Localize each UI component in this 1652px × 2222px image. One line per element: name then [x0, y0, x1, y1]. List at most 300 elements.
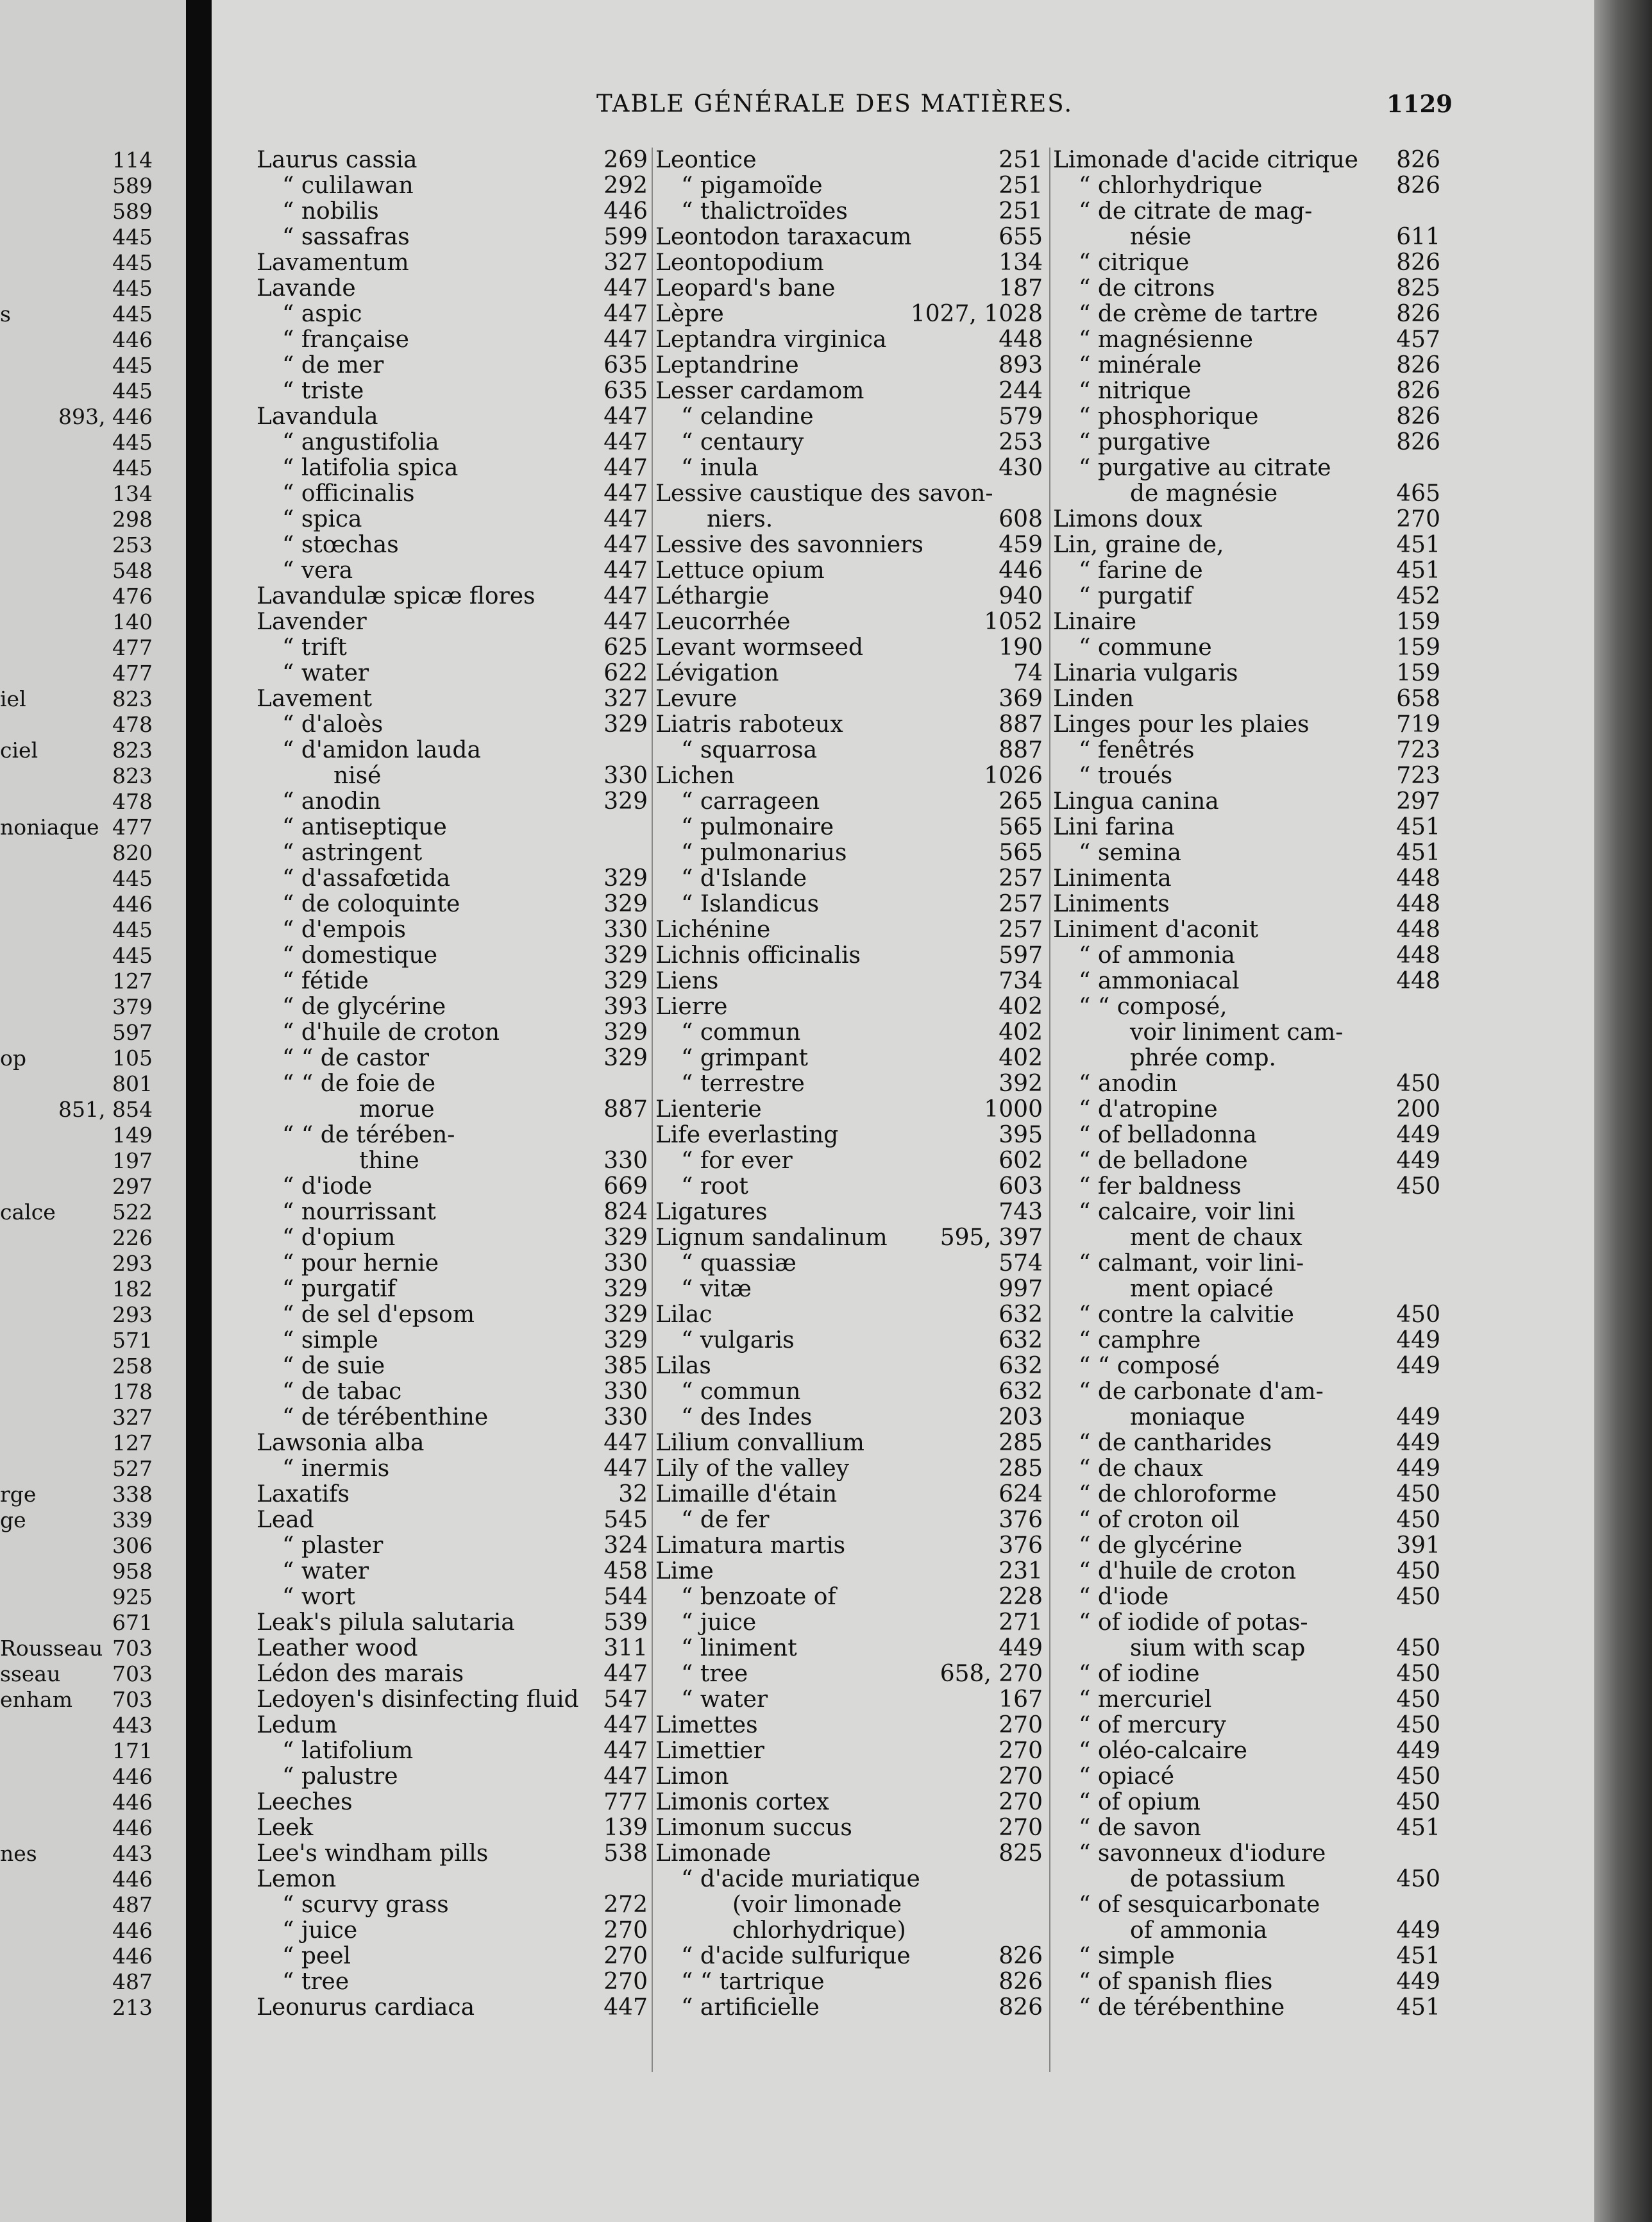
entry-page-ref: 270	[603, 1917, 648, 1944]
fragment-entry	[0, 1918, 159, 1944]
entry-page-ref: 595, 397	[940, 1225, 1043, 1251]
entry-term: “ anodin	[1079, 1071, 1177, 1097]
previous-page-fragment	[0, 0, 186, 2222]
entry-term: Linaria vulgaris	[1053, 660, 1238, 686]
entry-term: “ triste	[282, 378, 364, 404]
index-entry	[257, 1764, 648, 1790]
index-entry	[655, 1841, 1043, 1867]
fragment-entry	[0, 1533, 159, 1559]
entry-page-ref: 825	[999, 1840, 1043, 1867]
index-entry	[655, 1174, 1043, 1200]
entry-term: Lilas	[655, 1353, 711, 1379]
index-entry	[1053, 1969, 1440, 1995]
entry-term: “ simple	[1079, 1943, 1175, 1969]
entry-page-ref: 826	[1396, 352, 1440, 378]
index-entry	[257, 301, 648, 327]
index-column-3	[1053, 148, 1440, 2072]
index-entry	[1053, 1456, 1440, 1482]
index-entry	[1053, 1584, 1440, 1610]
fragment-page-ref: 445	[112, 378, 153, 403]
entry-term: “ d'iode	[282, 1173, 373, 1200]
index-column-2	[655, 148, 1043, 2072]
fragment-page-ref: 445	[112, 353, 153, 378]
index-entry	[257, 1123, 648, 1148]
entry-page-ref: 449	[1396, 1455, 1440, 1482]
index-entry	[655, 1944, 1043, 1969]
fragment-entry	[0, 1405, 159, 1430]
entry-page-ref: 448	[999, 327, 1043, 353]
entry-term: Lignum sandalinum	[655, 1225, 888, 1251]
entry-term: “ officinalis	[282, 480, 415, 507]
entry-term: “ d'aloès	[282, 711, 384, 738]
entry-page-ref: 450	[1396, 1558, 1440, 1584]
entry-page-ref: 448	[1396, 917, 1440, 943]
fragment-page-ref: 171	[112, 1738, 153, 1763]
entry-page-ref: 265	[999, 788, 1043, 815]
entry-term: Laxatifs	[257, 1481, 350, 1507]
index-entry	[655, 1456, 1043, 1482]
index-entry	[1053, 276, 1440, 301]
index-entry	[655, 738, 1043, 763]
fragment-page-ref: 851, 854	[58, 1097, 153, 1122]
index-entry	[257, 1584, 648, 1610]
entry-term: “ spica	[282, 506, 362, 532]
entry-term: “ tree	[282, 1969, 350, 1995]
entry-term: Leopard's bane	[655, 275, 836, 301]
entry-page-ref: 669	[603, 1173, 648, 1200]
index-entry	[1053, 1738, 1440, 1764]
fragment-entry	[0, 661, 159, 686]
index-entry	[257, 1097, 648, 1123]
fragment-page-ref: 703	[112, 1687, 153, 1712]
entry-term: “ scurvy grass	[282, 1892, 449, 1918]
entry-term: Ligatures	[655, 1199, 768, 1225]
fragment-term: sseau	[0, 1661, 61, 1686]
fragment-page-ref: 379	[112, 994, 153, 1019]
index-entry	[655, 532, 1043, 558]
entry-page-ref: 597	[999, 942, 1043, 969]
entry-page-ref: 376	[999, 1532, 1043, 1559]
entry-term: “ de carbonate d'am-	[1079, 1378, 1324, 1405]
entry-page-ref: 447	[603, 327, 648, 353]
entry-page-ref: 635	[603, 352, 648, 378]
entry-page-ref: 824	[603, 1199, 648, 1225]
fragment-page-ref: 958	[112, 1559, 153, 1584]
entry-page-ref: 402	[999, 994, 1043, 1020]
index-page	[212, 0, 1594, 2222]
entry-term: Lavender	[257, 609, 367, 635]
entry-page-ref: 270	[999, 1712, 1043, 1738]
entry-page-ref: 826	[1396, 173, 1440, 199]
entry-page-ref: 449	[1396, 1327, 1440, 1353]
index-entry	[655, 199, 1043, 225]
index-entry	[1053, 815, 1440, 840]
entry-term: Ledum	[257, 1712, 337, 1738]
fragment-entry	[0, 276, 159, 301]
index-entry	[257, 1174, 648, 1200]
entry-term: Leonurus cardiaca	[257, 1994, 475, 2021]
index-entry	[1053, 840, 1440, 866]
entry-term: “ antiseptique	[282, 814, 447, 840]
entry-page-ref: 292	[603, 173, 648, 199]
entry-page-ref: 167	[999, 1686, 1043, 1713]
index-entry	[257, 1559, 648, 1584]
entry-term: niers.	[707, 506, 773, 532]
fragment-entry	[0, 1174, 159, 1200]
entry-term: “ d'amidon lauda	[282, 737, 481, 763]
index-entry	[655, 1661, 1043, 1687]
entry-page-ref: 330	[603, 917, 648, 943]
index-entry	[1053, 609, 1440, 635]
index-entry	[655, 1918, 1043, 1944]
fragment-entry	[0, 353, 159, 378]
entry-term: “ phosphorique	[1079, 403, 1259, 430]
index-entry	[257, 609, 648, 635]
fragment-entry	[0, 712, 159, 738]
entry-page-ref: 159	[1396, 660, 1440, 686]
index-entry	[1053, 789, 1440, 815]
entry-page-ref: 330	[603, 1250, 648, 1276]
entry-term: Ledoyen's disinfecting fluid	[257, 1686, 579, 1713]
entry-term: “ semina	[1079, 840, 1181, 866]
fragment-term: rge	[0, 1482, 37, 1507]
entry-term: “ sassafras	[282, 224, 410, 250]
fragment-term: enham	[0, 1687, 73, 1712]
index-entry	[257, 1251, 648, 1276]
entry-page-ref: 826	[1396, 301, 1440, 327]
entry-term: “ d'empois	[282, 917, 406, 943]
index-entry	[1053, 1867, 1440, 1892]
index-entry	[257, 1969, 648, 1995]
index-entry	[655, 1353, 1043, 1379]
index-entry	[1053, 301, 1440, 327]
index-entry	[655, 1738, 1043, 1764]
book-gutter	[186, 0, 212, 2222]
entry-page-ref: 449	[1396, 1353, 1440, 1379]
fragment-page-ref: 703	[112, 1636, 153, 1661]
entry-term: Leontodon taraxacum	[655, 224, 912, 250]
fragment-entry	[0, 1584, 159, 1610]
fragment-entry	[0, 840, 159, 866]
entry-term: Limaille d'étain	[655, 1481, 838, 1507]
fragment-entry	[0, 1559, 159, 1584]
entry-term: “ trift	[282, 634, 347, 661]
fragment-entry	[0, 1302, 159, 1328]
entry-term: “ de coloquinte	[282, 891, 460, 917]
entry-term: of ammonia	[1130, 1917, 1268, 1944]
entry-page-ref: 139	[603, 1815, 648, 1841]
entry-term: Lédon des marais	[257, 1661, 464, 1687]
entry-term: Lèpre	[655, 301, 724, 327]
entry-page-ref: 539	[603, 1609, 648, 1636]
index-entry	[1053, 1353, 1440, 1379]
entry-term: “ de citrons	[1079, 275, 1215, 301]
fragment-page-ref: 820	[112, 840, 153, 865]
fragment-entry	[0, 1892, 159, 1918]
entry-term: “ inula	[681, 455, 759, 481]
entry-page-ref: 734	[999, 968, 1043, 994]
entry-page-ref: 190	[999, 634, 1043, 661]
index-entry	[1053, 1097, 1440, 1123]
index-entry	[655, 635, 1043, 661]
fragment-entry	[0, 250, 159, 276]
entry-page-ref: 446	[999, 557, 1043, 584]
fragment-page-ref: 477	[112, 635, 153, 660]
entry-page-ref: 448	[1396, 891, 1440, 917]
fragment-term: ge	[0, 1507, 26, 1532]
index-entry	[655, 1328, 1043, 1353]
index-entry	[1053, 712, 1440, 738]
index-entry	[655, 404, 1043, 430]
index-entry	[1053, 1918, 1440, 1944]
entry-page-ref: 324	[603, 1532, 648, 1559]
entry-term: “ wort	[282, 1584, 356, 1610]
fragment-page-ref: 445	[112, 276, 153, 301]
entry-term: “ peel	[282, 1943, 351, 1969]
entry-term: “ of ammonia	[1079, 942, 1235, 969]
entry-term: “ commune	[1079, 634, 1212, 661]
index-entry	[257, 1713, 648, 1738]
entry-page-ref: 228	[999, 1584, 1043, 1610]
fragment-page-ref: 487	[112, 1892, 153, 1917]
fragment-term: nes	[0, 1841, 37, 1866]
entry-term: Lin, graine de,	[1053, 532, 1224, 558]
index-entry	[655, 1251, 1043, 1276]
fragment-page-ref: 446	[112, 1944, 153, 1969]
fragment-entry	[0, 635, 159, 661]
fragment-page-ref: 597	[112, 1020, 153, 1045]
entry-term: “ fétide	[282, 968, 369, 994]
index-entry	[1053, 1764, 1440, 1790]
index-entry	[655, 1379, 1043, 1405]
entry-page-ref: 893	[999, 352, 1043, 378]
entry-page-ref: 602	[999, 1148, 1043, 1174]
fragment-page-ref: 297	[112, 1174, 153, 1199]
fragment-entry	[0, 225, 159, 250]
entry-term: “ for ever	[681, 1148, 793, 1174]
entry-term: “ plaster	[282, 1532, 384, 1559]
index-entry	[655, 866, 1043, 892]
entry-page-ref: 251	[999, 198, 1043, 225]
entry-term: Liniment d'aconit	[1053, 917, 1259, 943]
fragment-entry	[0, 763, 159, 789]
entry-page-ref: 447	[603, 506, 648, 532]
entry-page-ref: 329	[603, 891, 648, 917]
entry-page-ref: 159	[1396, 609, 1440, 635]
entry-term: “ of belladonna	[1079, 1122, 1257, 1148]
entry-page-ref: 449	[1396, 1148, 1440, 1174]
fragment-entry	[0, 1328, 159, 1353]
fragment-page-ref: 446	[112, 1918, 153, 1943]
entry-term: thine	[359, 1148, 419, 1174]
index-entry	[655, 943, 1043, 969]
entry-term: “ nobilis	[282, 198, 379, 225]
entry-term: “ carrageen	[681, 788, 820, 815]
entry-page-ref: 544	[603, 1584, 648, 1610]
page-edge	[1594, 0, 1652, 2222]
entry-term: “ juice	[282, 1917, 358, 1944]
index-entry	[655, 763, 1043, 789]
index-entry	[1053, 1328, 1440, 1353]
entry-page-ref: 391	[1396, 1532, 1440, 1559]
fragment-term: noniaque	[0, 815, 99, 840]
entry-page-ref: 329	[603, 1302, 648, 1328]
entry-term: “ juice	[681, 1609, 757, 1636]
index-entry	[257, 455, 648, 481]
index-entry	[655, 1892, 1043, 1918]
entry-term: “ oléo-calcaire	[1079, 1738, 1247, 1764]
entry-term: Liatris raboteux	[655, 711, 843, 738]
index-entry	[655, 173, 1043, 199]
fragment-entry	[0, 584, 159, 609]
fragment-page-ref: 548	[112, 558, 153, 583]
index-entry	[1053, 1071, 1440, 1097]
entry-page-ref: 450	[1396, 1584, 1440, 1610]
index-entry	[257, 840, 648, 866]
index-entry	[1053, 532, 1440, 558]
entry-term: “ de crème de tartre	[1079, 301, 1319, 327]
entry-term: “ de térébenthine	[282, 1404, 489, 1430]
entry-page-ref: 447	[603, 1661, 648, 1687]
entry-page-ref: 887	[999, 711, 1043, 738]
entry-term: “ de suie	[282, 1353, 385, 1379]
index-entry	[257, 1071, 648, 1097]
entry-page-ref: 457	[1396, 327, 1440, 353]
entry-page-ref: 450	[1396, 1686, 1440, 1713]
index-entry	[257, 353, 648, 378]
index-entry	[655, 1790, 1043, 1815]
fragment-entry	[0, 1610, 159, 1636]
index-entry	[257, 1636, 648, 1661]
fragment-page-ref: 182	[112, 1276, 153, 1302]
entry-page-ref: 447	[603, 1763, 648, 1790]
entry-page-ref: 450	[1396, 1661, 1440, 1687]
index-entry	[257, 250, 648, 276]
fragment-entry	[0, 148, 159, 173]
index-entry	[1053, 404, 1440, 430]
entry-term: “ stœchas	[282, 532, 399, 558]
entry-term: Lini farina	[1053, 814, 1175, 840]
entry-term: “ savonneux d'iodure	[1079, 1840, 1326, 1867]
entry-term: “ pulmonaire	[681, 814, 834, 840]
fragment-term: iel	[0, 686, 26, 711]
entry-term: “ of sesquicarbonate	[1079, 1892, 1320, 1918]
entry-term: “ of opium	[1079, 1789, 1201, 1815]
entry-term: Lime	[655, 1558, 714, 1584]
entry-term: Limons doux	[1053, 506, 1202, 532]
index-entry	[257, 1379, 648, 1405]
entry-term: de potassium	[1130, 1866, 1286, 1892]
index-entry	[1053, 1636, 1440, 1661]
index-entry	[257, 1867, 648, 1892]
entry-page-ref: 257	[999, 891, 1043, 917]
index-entry	[1053, 1507, 1440, 1533]
index-entry	[1053, 763, 1440, 789]
entry-page-ref: 624	[999, 1481, 1043, 1507]
entry-page-ref: 231	[999, 1558, 1043, 1584]
entry-page-ref: 200	[1396, 1096, 1440, 1123]
entry-term: Lavande	[257, 275, 356, 301]
index-entry	[655, 1507, 1043, 1533]
fragment-entry	[0, 378, 159, 404]
index-entry	[1053, 1687, 1440, 1713]
entry-term: Levure	[655, 686, 738, 712]
entry-page-ref: 134	[999, 250, 1043, 276]
index-entry	[655, 1867, 1043, 1892]
fragment-term: s	[0, 301, 11, 327]
fragment-entry	[0, 430, 159, 455]
fragment-page-ref: 446	[112, 1764, 153, 1789]
entry-term: Lilac	[655, 1302, 712, 1328]
entry-page-ref: 632	[999, 1302, 1043, 1328]
entry-term: “ de glycérine	[1079, 1532, 1243, 1559]
entry-page-ref: 285	[999, 1430, 1043, 1456]
index-entry	[655, 378, 1043, 404]
index-entry	[1053, 892, 1440, 917]
index-entry	[1053, 199, 1440, 225]
entry-term: “ benzoate of	[681, 1584, 836, 1610]
index-entry	[1053, 1276, 1440, 1302]
entry-page-ref: 187	[999, 275, 1043, 301]
index-entry	[257, 1482, 648, 1507]
index-entry	[257, 1738, 648, 1764]
entry-term: Linaire	[1053, 609, 1137, 635]
entry-page-ref: 1026	[984, 763, 1043, 789]
index-entry	[655, 1713, 1043, 1738]
entry-term: “ nitrique	[1079, 378, 1192, 404]
index-entry	[257, 917, 648, 943]
entry-page-ref: 655	[999, 224, 1043, 250]
index-entry	[655, 609, 1043, 635]
entry-term: “ d'opium	[282, 1225, 396, 1251]
fragment-entry	[0, 1969, 159, 1995]
entry-term: Lettuce opium	[655, 557, 825, 584]
fragment-page-ref: 298	[112, 507, 153, 532]
entry-term: Lemon	[257, 1866, 337, 1892]
fragment-page-ref: 446	[112, 1790, 153, 1815]
entry-term: “ thalictroïdes	[681, 198, 848, 225]
entry-term: Leek	[257, 1815, 314, 1841]
fragment-entry	[0, 866, 159, 892]
entry-term: “ d'Islande	[681, 865, 807, 892]
index-entry	[257, 1225, 648, 1251]
entry-page-ref: 450	[1396, 1712, 1440, 1738]
index-entry	[655, 1559, 1043, 1584]
entry-page-ref: 565	[999, 814, 1043, 840]
entry-term: “ calcaire, voir lini	[1079, 1199, 1295, 1225]
entry-page-ref: 599	[603, 224, 648, 250]
fragment-entry	[0, 1944, 159, 1969]
entry-term: Lavement	[257, 686, 373, 712]
fragment-entry	[0, 173, 159, 199]
fragment-page-ref: 571	[112, 1328, 153, 1353]
entry-page-ref: 327	[603, 686, 648, 712]
entry-page-ref: 285	[999, 1455, 1043, 1482]
entry-page-ref: 330	[603, 763, 648, 789]
entry-page-ref: 450	[1396, 1789, 1440, 1815]
index-entry	[257, 199, 648, 225]
index-entry	[1053, 327, 1440, 353]
entry-term: “ camphre	[1079, 1327, 1201, 1353]
index-entry	[1053, 1995, 1440, 2021]
index-entry	[655, 1584, 1043, 1610]
entry-page-ref: 451	[1396, 1943, 1440, 1969]
fragment-entry	[0, 507, 159, 532]
index-entry	[655, 327, 1043, 353]
entry-page-ref: 450	[1396, 1763, 1440, 1790]
entry-term: “ contre la calvitie	[1079, 1302, 1294, 1328]
fragment-page-ref: 445	[112, 943, 153, 968]
